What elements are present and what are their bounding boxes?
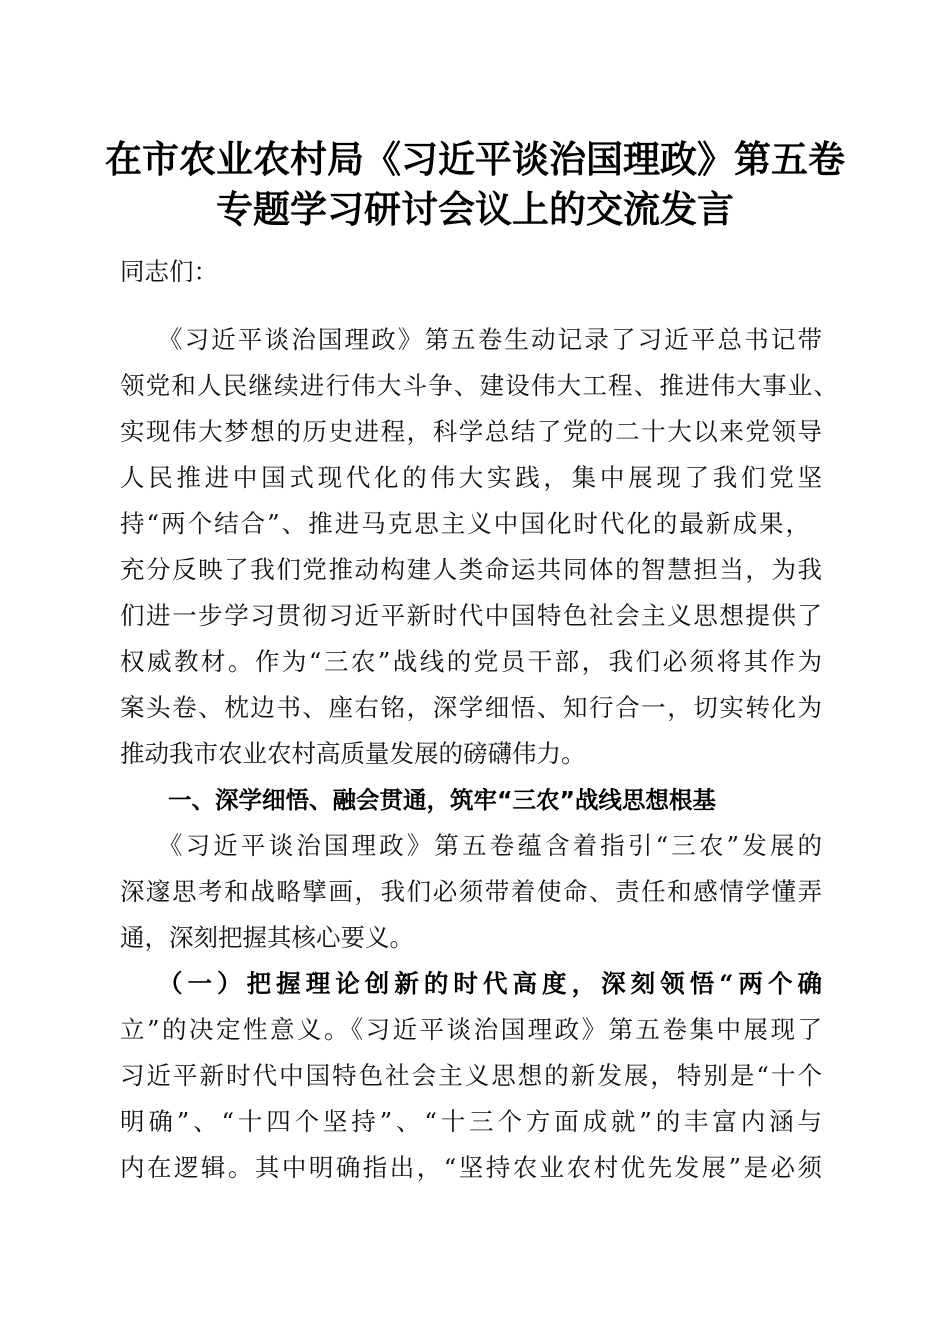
document-title-line-2: 专题学习研讨会议上的交流发言	[216, 188, 734, 231]
body-line: 推动我市农业农村高质量发展的磅礴伟力。	[120, 739, 586, 768]
body-line: 内在逻辑。其中明确指出，“坚持农业农村优先发展”是必须	[120, 1153, 822, 1182]
body-line: 深邃思考和战略擘画，我们必须带着使命、责任和感情学懂弄	[120, 877, 822, 906]
body-line: 们进一步学习贯彻习近平新时代中国特色社会主义思想提供了	[120, 601, 822, 630]
body-line: 明确”、“十四个坚持”、“十三个方面成就”的丰富内涵与	[120, 1107, 822, 1136]
body-line: 《习近平谈治国理政》第五卷生动记录了习近平总书记带	[158, 325, 822, 354]
body-line: 领党和人民继续进行伟大斗争、建设伟大工程、推进伟大事业、	[120, 371, 838, 400]
subsection-heading-line: （一）把握理论创新的时代高度，深刻领悟“两个确	[158, 969, 822, 998]
body-line: 通，深刻把握其核心要义。	[120, 923, 414, 952]
body-line: 《习近平谈治国理政》第五卷蕴含着指引“三农”发展的	[158, 831, 822, 860]
section-heading: 一、深学细悟、融会贯通，筑牢“三农”战线思想根基	[168, 786, 716, 814]
body-line: 案头卷、枕边书、座右铭，深学细悟、知行合一，切实转化为	[120, 693, 822, 722]
body-line: 立”的决定性意义。《习近平谈治国理政》第五卷集中展现了	[120, 1015, 822, 1044]
body-line: 实现伟大梦想的历史进程，科学总结了党的二十大以来党领导	[120, 417, 822, 446]
salutation: 同志们：	[120, 257, 218, 286]
document-title-line-1: 在市农业农村局《习近平谈治国理政》第五卷	[105, 138, 845, 181]
body-line: 人民推进中国式现代化的伟大实践，集中展现了我们党坚	[120, 463, 822, 492]
body-line: 充分反映了我们党推动构建人类命运共同体的智慧担当，为我	[120, 555, 822, 584]
body-line: 习近平新时代中国特色社会主义思想的新发展，特别是“十个	[120, 1061, 822, 1090]
body-line: 持“两个结合”、推进马克思主义中国化时代化的最新成果，	[120, 509, 810, 538]
body-line: 权威教材。作为“三农”战线的党员干部，我们必须将其作为	[120, 647, 822, 676]
